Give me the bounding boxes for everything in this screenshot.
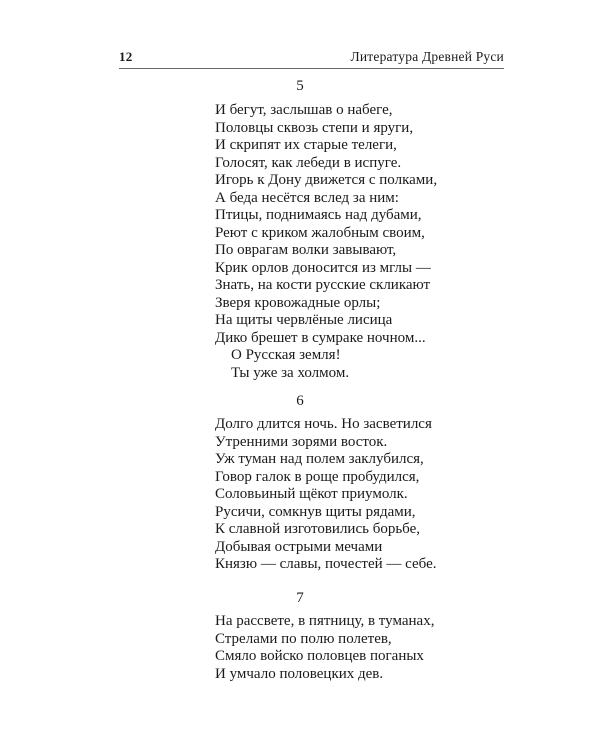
verse-line: И умчало половецких дев. xyxy=(215,665,384,682)
verse-line: На рассвете, в пятницу, в туманах, xyxy=(215,613,435,629)
verse-line: Дико брешет в сумраке ночном... xyxy=(215,329,426,346)
verse-line: Долго длится ночь. Но засветился xyxy=(215,416,432,432)
verse-line: И бегут, заслышав о набеге, xyxy=(215,102,393,118)
verse-line: К славной изготовились борьбе, xyxy=(215,521,421,537)
verse-refrain-line: О Русская земля! xyxy=(231,347,341,363)
section-number: 5 xyxy=(296,78,304,94)
verse-stanza xyxy=(215,613,434,683)
verse-line: Князю — славы, почестей — себе. xyxy=(215,556,437,572)
verse-line: Половцы сквозь степи и яруги, xyxy=(215,119,414,136)
verse-line: Реют с криком жалобным своим, xyxy=(215,224,425,241)
verse-refrain-line: Ты уже за холмом. xyxy=(231,364,350,381)
verse-line: По оврагам волки завывают, xyxy=(215,242,397,258)
verse-line: Соловьиный щёкот приумолк. xyxy=(215,486,408,502)
verse-line: Говор галок в роще пробудился, xyxy=(215,468,420,485)
verse-line: Утренними зорями восток. xyxy=(215,433,388,450)
verse-line: Уж туман над полем заклубился, xyxy=(215,451,424,467)
verse-line: Смяло войско половцев поганых xyxy=(215,648,424,664)
verse-line: Крик орлов доносится из мглы — xyxy=(215,259,431,276)
verse-line: Птицы, поднимаясь над дубами, xyxy=(215,207,422,223)
verse-line: Стрелами по полю полетев, xyxy=(215,630,392,647)
verse-line: А беда несётся вслед за ним: xyxy=(215,189,399,206)
verse-line: На щиты червлёные лисица xyxy=(215,312,393,328)
verse-line: Голосят, как лебеди в испуге. xyxy=(215,154,402,171)
section-number: 7 xyxy=(296,590,304,606)
verse-line: Русичи, сомкнув щиты рядами, xyxy=(215,503,416,520)
section-number: 6 xyxy=(296,393,304,409)
verse-stanza xyxy=(215,416,436,574)
verse-line: Игорь к Дону движется с полками, xyxy=(215,172,438,188)
running-title: Литература Древней Руси xyxy=(350,49,504,64)
page-number: 12 xyxy=(119,49,133,64)
verse-line: Знать, на кости русские скликают xyxy=(215,277,431,293)
verse-line: Добывая острыми мечами xyxy=(215,538,383,555)
running-header xyxy=(119,46,504,69)
verse-line: И скрипят их старые телеги, xyxy=(215,137,397,153)
verse-stanza xyxy=(215,102,437,382)
verse-line: Зверя кровожадные орлы; xyxy=(215,294,381,311)
